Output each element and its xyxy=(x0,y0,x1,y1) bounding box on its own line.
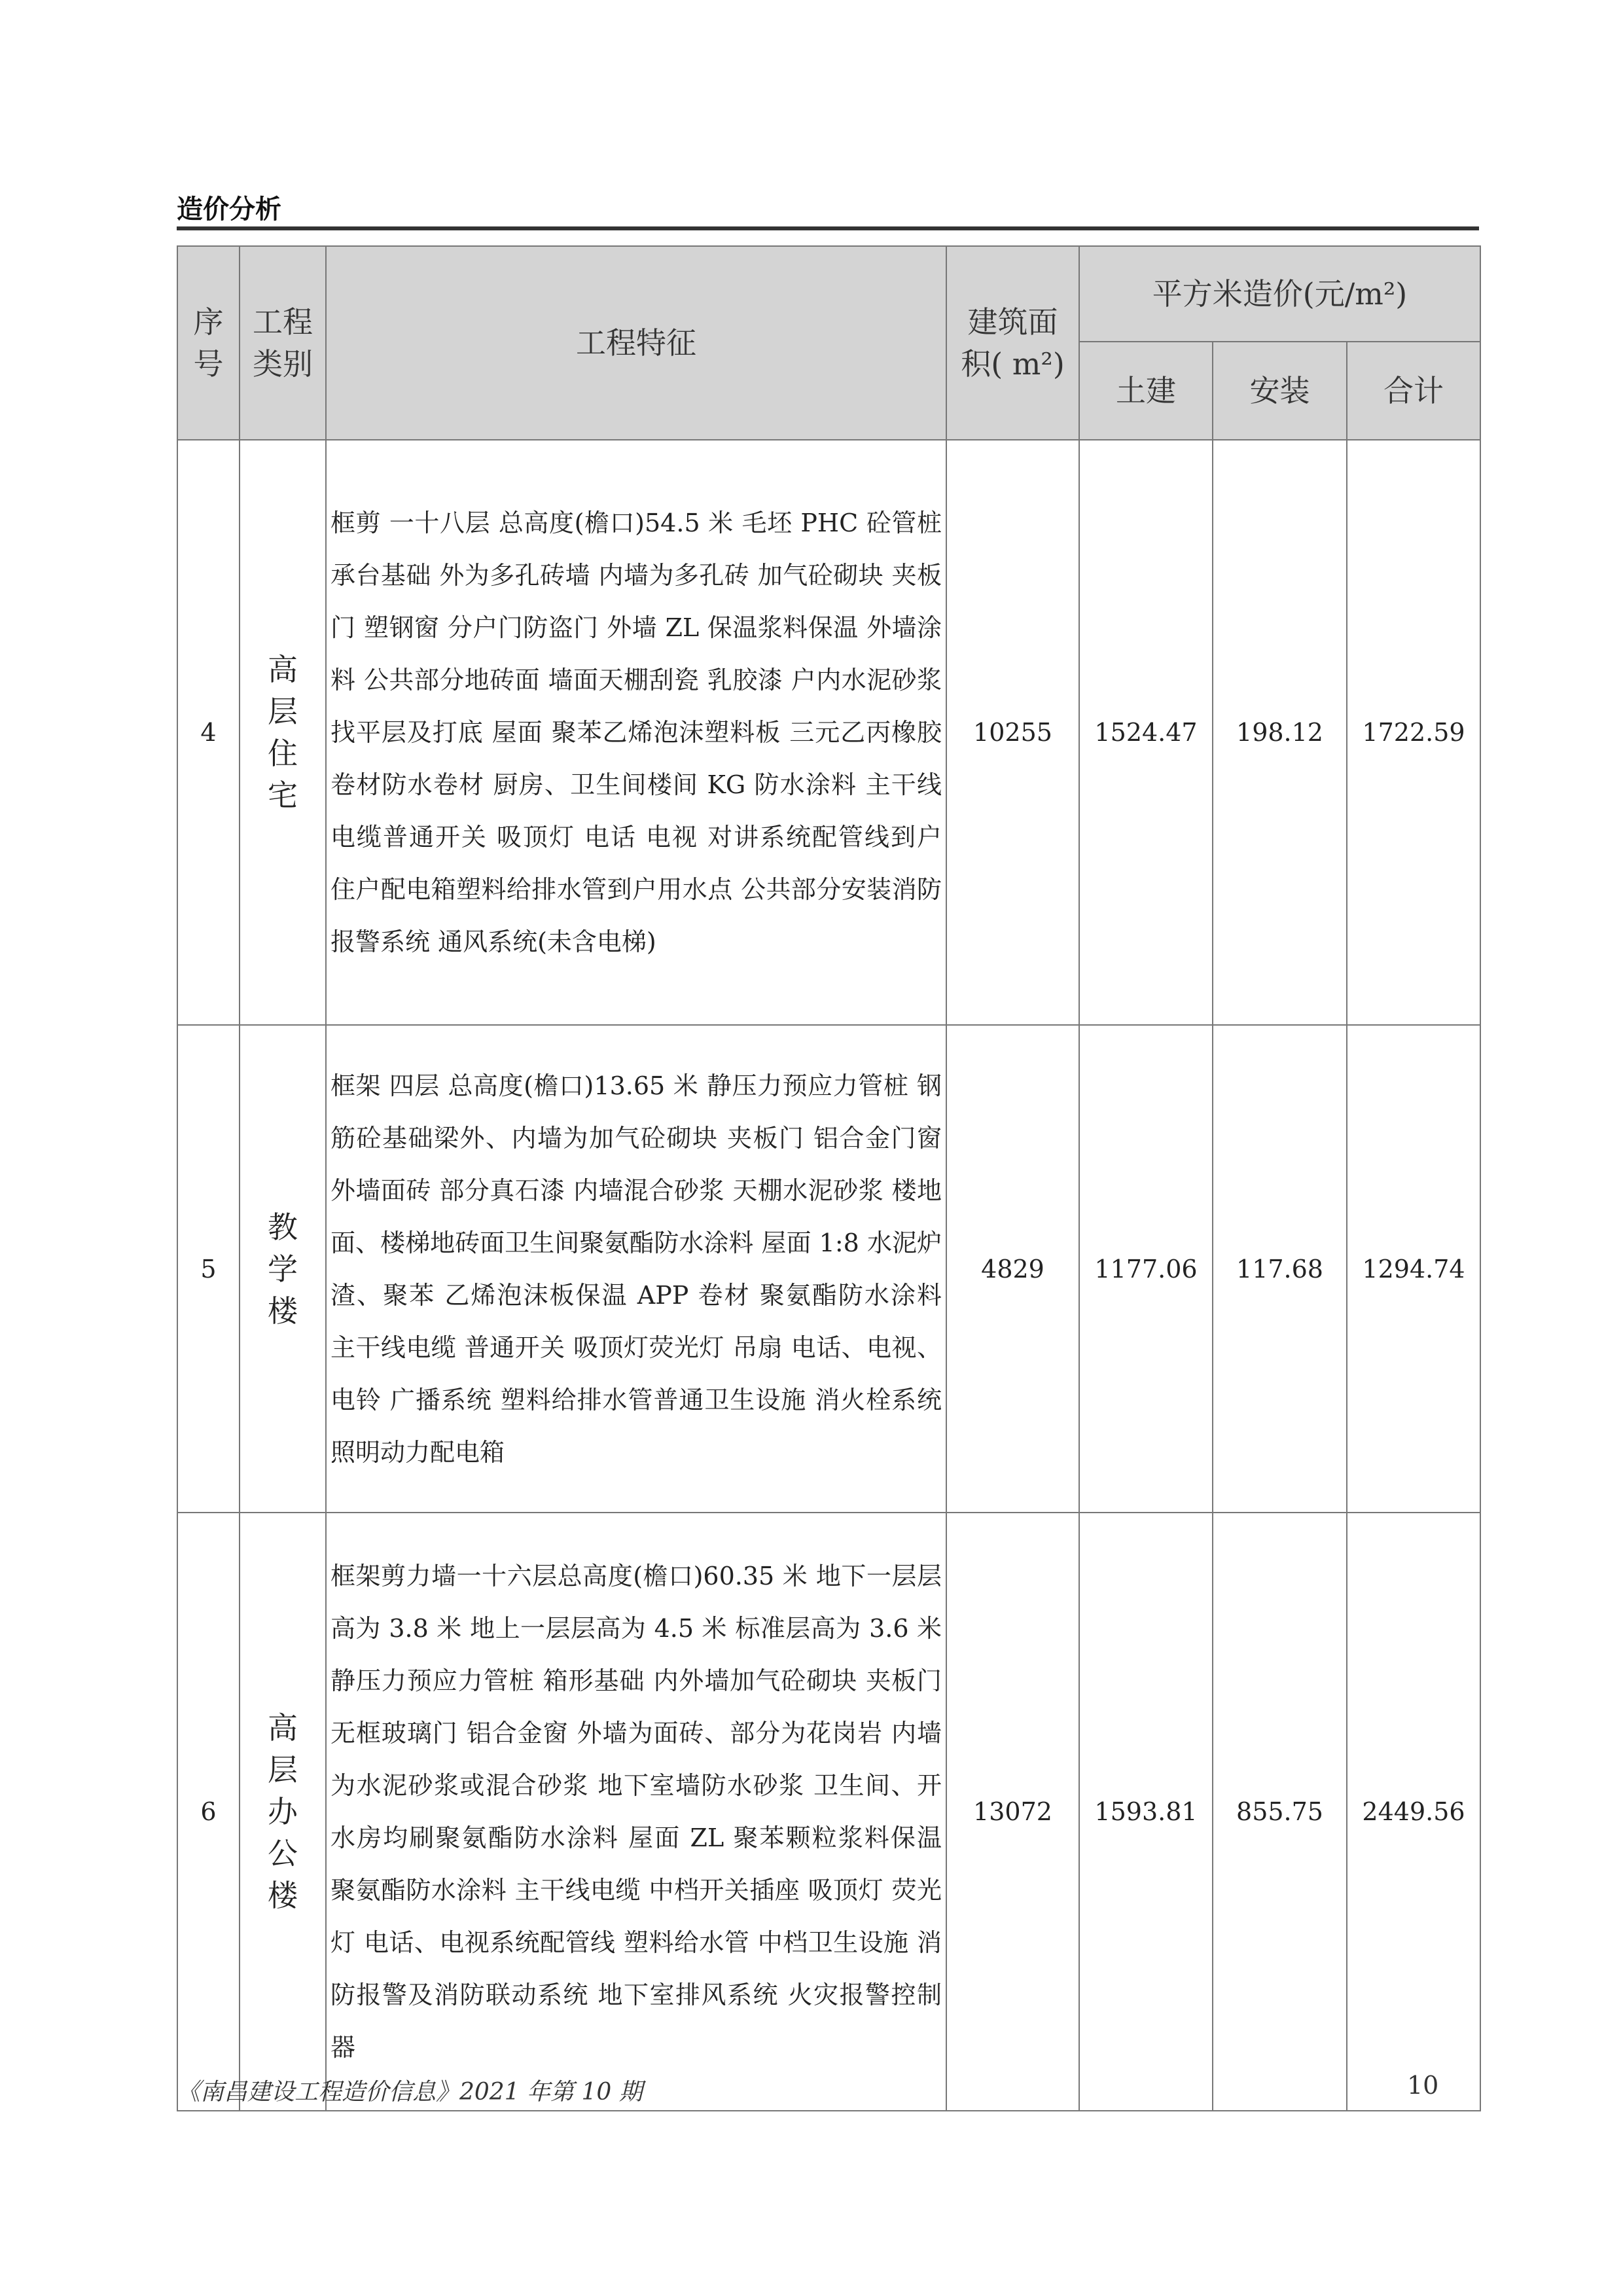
header-civil: 土建 xyxy=(1079,342,1213,440)
header-area-line2: 积( m²) xyxy=(961,346,1065,382)
header-area-line1: 建筑面 xyxy=(967,304,1058,340)
row-area: 10255 xyxy=(946,440,1079,1025)
row-area: 13072 xyxy=(946,1513,1079,2111)
header-seq-line1: 序 xyxy=(193,304,224,340)
table-row xyxy=(177,1025,1480,1513)
header-area xyxy=(946,246,1079,440)
page-number: 10 xyxy=(1407,2071,1439,2100)
header-features: 工程特征 xyxy=(326,246,946,440)
category-char: 高 xyxy=(268,652,298,687)
header-total: 合计 xyxy=(1347,342,1480,440)
header-seq-line2: 号 xyxy=(193,346,224,382)
section-title: 造价分析 xyxy=(177,194,281,224)
cost-analysis-table xyxy=(177,245,1481,2111)
header-seq xyxy=(177,246,240,440)
row-category xyxy=(240,1513,326,2111)
category-char: 教 xyxy=(268,1209,298,1245)
row-install-cost: 198.12 xyxy=(1213,440,1347,1025)
row-category xyxy=(240,440,326,1025)
header-unit-cost: 平方米造价(元/m²) xyxy=(1079,246,1480,342)
row-features: 框架 四层 总高度(檐口)13.65 米 静压力预应力管桩 钢筋砼基础梁外、内墙为加气砼砌块 夹板门 铝合金门窗 外墙面砖 部分真石漆 内墙混合砂浆 天棚水泥砂浆 楼地面、楼梯地砖面卫生间聚氨酯防水涂料 屋面 1:8 水泥炉渣、聚苯 乙烯泡沫板保温 APP 卷材 聚氨酯防水涂料 主干线电缆 普通开关 吸顶灯荧光灯 吊扇 电话、电视、电铃 广播系统 塑料给排水管普通卫生设施 消火栓系统 照明动力配电箱 xyxy=(326,1025,946,1513)
category-char: 公 xyxy=(268,1836,298,1871)
row-civil-cost: 1177.06 xyxy=(1079,1025,1213,1513)
header-install: 安装 xyxy=(1213,342,1347,440)
row-total-cost: 1722.59 xyxy=(1347,440,1480,1025)
row-features: 框架剪力墙一十六层总高度(檐口)60.35 米 地下一层层高为 3.8 米 地上一层层高为 4.5 米 标准层高为 3.6 米 静压力预应力管桩 箱形基础 内外墙加气砼砌块 夹板门 无框玻璃门 铝合金窗 外墙为面砖、部分为花岗岩 内墙为水泥砂浆或混合砂浆 地下室墙防水砂浆 卫生间、开水房均刷聚氨酯防水涂料 屋面 ZL 聚苯颗粒浆料保温 聚氨酯防水涂料 主干线电缆 中档开关插座 吸顶灯 荧光灯 电话、电视系统配管线 塑料给水管 中档卫生设施 消防报警及消防联动系统 地下室排风系统 火灾报警控制器 xyxy=(326,1513,946,2111)
category-char: 楼 xyxy=(268,1293,298,1329)
row-install-cost: 855.75 xyxy=(1213,1513,1347,2111)
category-char: 住 xyxy=(268,736,298,771)
row-number: 5 xyxy=(177,1025,240,1513)
row-total-cost: 2449.56 xyxy=(1347,1513,1480,2111)
row-number: 4 xyxy=(177,440,240,1025)
category-char: 办 xyxy=(268,1794,298,1829)
row-civil-cost: 1593.81 xyxy=(1079,1513,1213,2111)
row-area: 4829 xyxy=(946,1025,1079,1513)
row-number: 6 xyxy=(177,1513,240,2111)
publication-footer: 《南昌建设工程造价信息》2021 年第 10 期 xyxy=(177,2079,643,2106)
row-civil-cost: 1524.47 xyxy=(1079,440,1213,1025)
category-char: 楼 xyxy=(268,1878,298,1913)
header-category xyxy=(240,246,326,440)
header-category-line2: 类别 xyxy=(253,346,313,382)
row-total-cost: 1294.74 xyxy=(1347,1025,1480,1513)
row-category xyxy=(240,1025,326,1513)
row-features: 框剪 一十八层 总高度(檐口)54.5 米 毛坯 PHC 砼管桩 承台基础 外为多孔砖墙 内墙为多孔砖 加气砼砌块 夹板门 塑钢窗 分户门防盗门 外墙 ZL 保温浆料保温 外墙涂料 公共部分地砖面 墙面天棚刮瓷 乳胶漆 户内水泥砂浆 找平层及打底 屋面 聚苯乙烯泡沫塑料板 三元乙丙橡胶卷材防水卷材 厨房、卫生间楼间 KG 防水涂料 主干线电缆普通开关 吸顶灯 电话 电视 对讲系统配管线到户 住户配电箱塑料给排水管到户用水点 公共部分安装消防报警系统 通风系统(未含电梯) xyxy=(326,440,946,1025)
row-install-cost: 117.68 xyxy=(1213,1025,1347,1513)
category-char: 学 xyxy=(268,1251,298,1287)
header-category-line1: 工程 xyxy=(253,304,313,340)
table-row xyxy=(177,1513,1480,2111)
title-divider xyxy=(177,226,1479,230)
table-row xyxy=(177,440,1480,1025)
category-char: 高 xyxy=(268,1710,298,1746)
category-char: 层 xyxy=(268,694,298,729)
category-char: 宅 xyxy=(268,778,298,813)
category-char: 层 xyxy=(268,1752,298,1787)
